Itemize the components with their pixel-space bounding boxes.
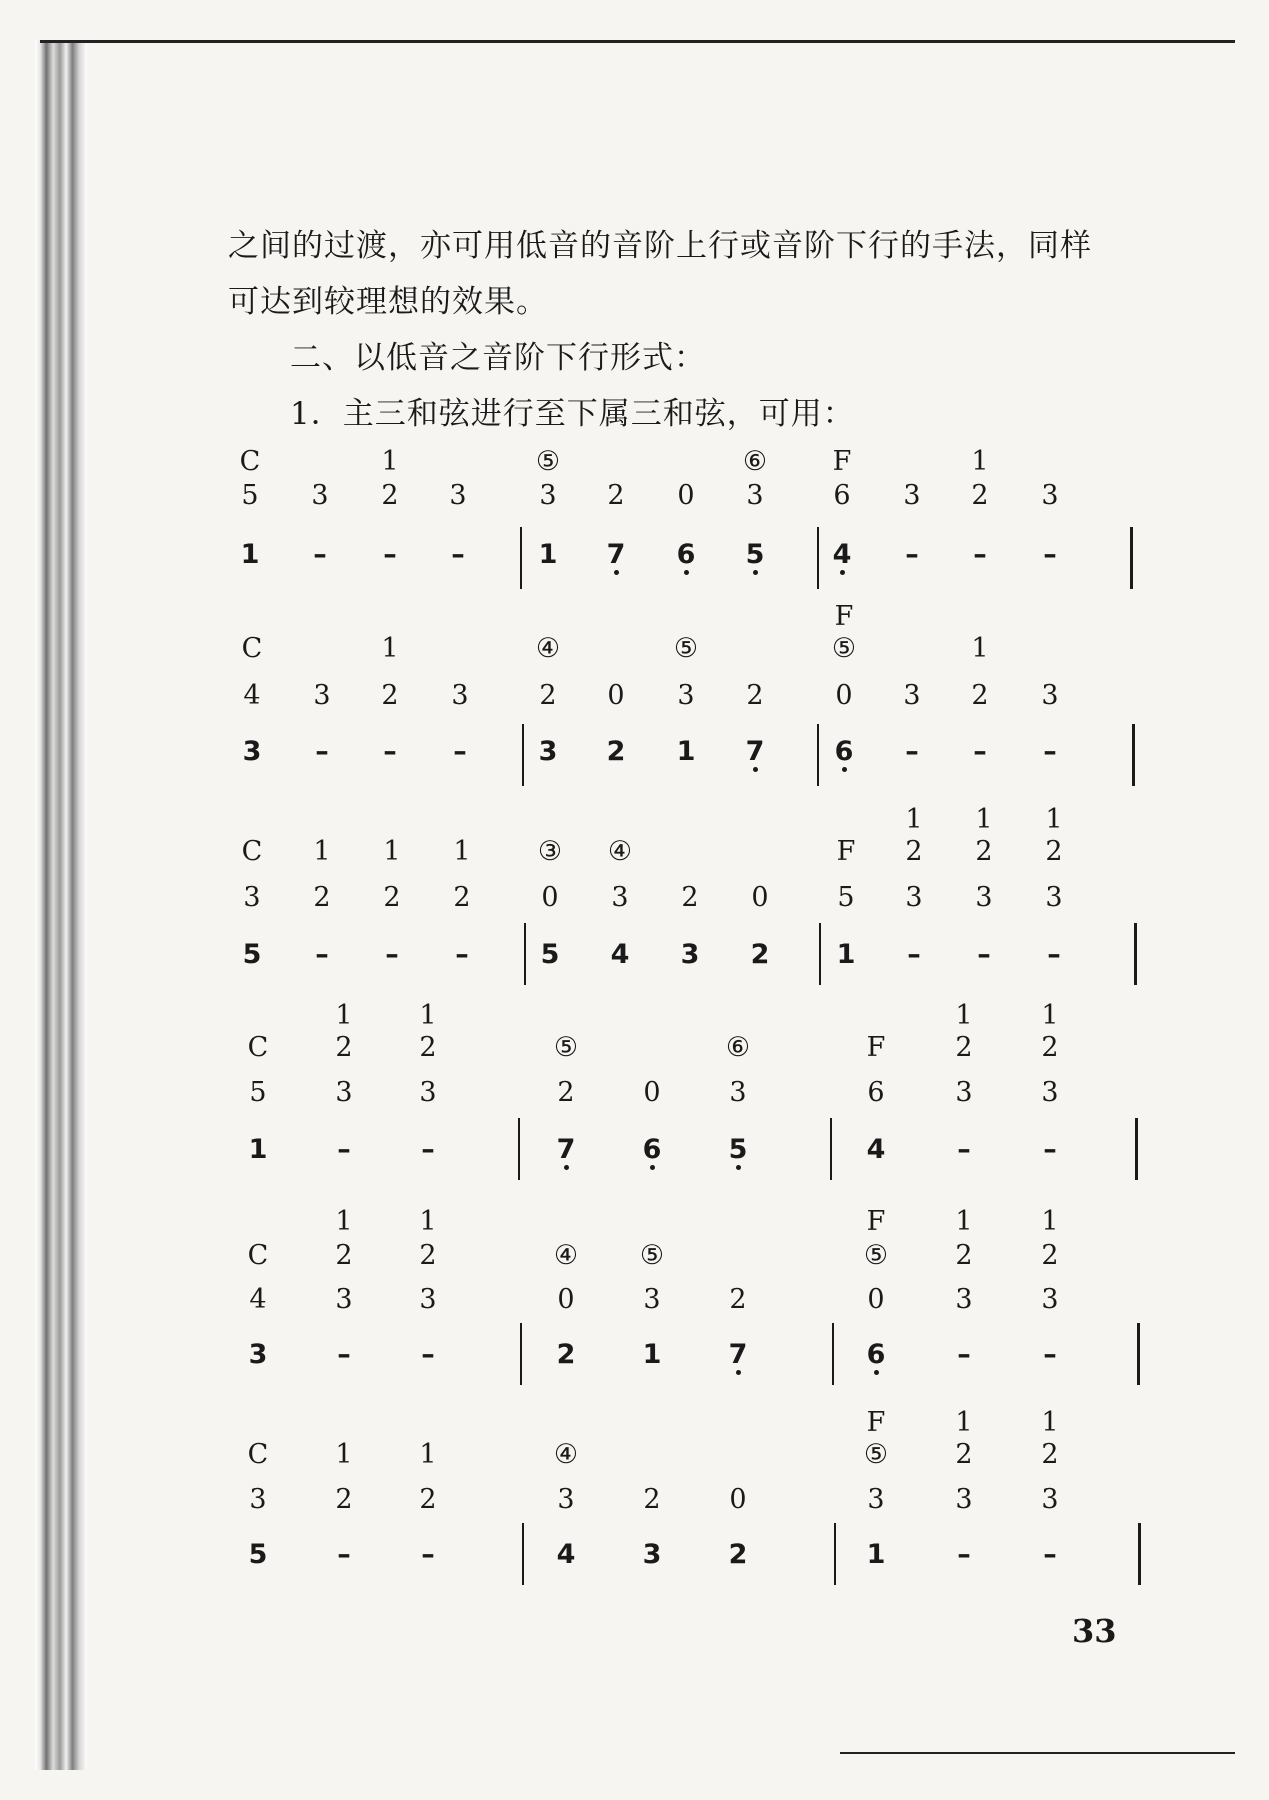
treble-note: 1: [453, 836, 471, 867]
treble-note: 2: [313, 882, 331, 913]
barline: [830, 1118, 832, 1180]
bass-note: 5: [248, 1539, 268, 1570]
treble-note: 1: [419, 1000, 437, 1031]
treble-note: ⑤: [863, 1240, 889, 1271]
bass-note: 7: [551, 1135, 581, 1165]
lower-octave-dot: [614, 570, 619, 575]
treble-note: ③: [537, 836, 563, 867]
treble-note: 3: [335, 1284, 353, 1315]
treble-note: 6: [833, 480, 851, 511]
bass-note: –: [315, 736, 329, 767]
end-barline: [1137, 1323, 1140, 1385]
treble-note: 1: [971, 633, 989, 664]
treble-note: 1: [381, 446, 399, 477]
treble-note: ④: [607, 836, 633, 867]
treble-note: 1: [1045, 804, 1063, 835]
bass-note: –: [385, 939, 399, 970]
bass-note: 6: [637, 1135, 667, 1165]
end-barline: [1130, 527, 1133, 589]
treble-note: 3: [611, 882, 629, 913]
treble-note: 3: [677, 680, 695, 711]
treble-note: 3: [451, 680, 469, 711]
bass-note: –: [383, 539, 397, 570]
barline: [518, 1118, 520, 1180]
treble-note: 3: [729, 1077, 747, 1108]
treble-note: F: [866, 1407, 886, 1438]
treble-note: 2: [539, 680, 557, 711]
treble-note: 1: [383, 836, 401, 867]
treble-note: 3: [955, 1284, 973, 1315]
treble-note: 2: [381, 480, 399, 511]
bass-note: –: [383, 736, 397, 767]
bass-note: –: [421, 1134, 435, 1165]
treble-note: 0: [541, 882, 559, 913]
treble-note: 4: [243, 680, 261, 711]
bass-note: –: [337, 1134, 351, 1165]
treble-note: 1: [1041, 1000, 1059, 1031]
treble-note: ⑥: [725, 1032, 751, 1063]
treble-note: 3: [313, 680, 331, 711]
bass-note: 2: [750, 939, 770, 970]
treble-note: 2: [746, 680, 764, 711]
treble-note: 2: [419, 1032, 437, 1063]
lower-octave-dot: [650, 1165, 655, 1170]
treble-note: 1: [955, 1000, 973, 1031]
treble-note: 2: [419, 1240, 437, 1271]
bass-note: 6: [861, 1340, 891, 1370]
treble-note: 2: [971, 680, 989, 711]
bass-note: 3: [248, 1339, 268, 1370]
barline: [522, 1523, 524, 1585]
treble-note: C: [241, 633, 263, 664]
bass-note: 1: [240, 539, 260, 570]
treble-note: 2: [1045, 836, 1063, 867]
lower-octave-dot: [840, 570, 845, 575]
treble-note: 2: [383, 882, 401, 913]
bass-note: 5: [540, 939, 560, 970]
treble-note: 3: [1041, 680, 1059, 711]
section-heading: 二、以低音之音阶下行形式：: [290, 340, 706, 376]
bass-note: –: [957, 1339, 971, 1370]
treble-note: 3: [419, 1077, 437, 1108]
bass-note: 5: [242, 939, 262, 970]
bass-note: 3: [538, 736, 558, 767]
end-barline: [1134, 923, 1137, 985]
bass-note: 1: [676, 736, 696, 767]
treble-note: 2: [335, 1240, 353, 1271]
barline: [520, 1323, 522, 1385]
bass-note: 1: [836, 939, 856, 970]
treble-note: 3: [955, 1077, 973, 1108]
treble-note: 0: [835, 680, 853, 711]
treble-note: 1: [335, 1439, 353, 1470]
treble-note: 2: [453, 882, 471, 913]
treble-note: ⑤: [831, 633, 857, 664]
treble-note: 3: [903, 480, 921, 511]
treble-note: 2: [955, 1240, 973, 1271]
treble-note: 5: [837, 882, 855, 913]
treble-note: 3: [975, 882, 993, 913]
bass-note: –: [1043, 736, 1057, 767]
treble-note: 5: [241, 480, 259, 511]
lower-octave-dot: [684, 570, 689, 575]
lower-octave-dot: [736, 1165, 741, 1170]
treble-note: 3: [1041, 480, 1059, 511]
treble-note: 1: [905, 804, 923, 835]
paragraph-line-2: 可达到较理想的效果。: [228, 284, 548, 320]
treble-note: F: [836, 836, 856, 867]
treble-note: ⑥: [742, 446, 768, 477]
treble-note: 2: [1041, 1439, 1059, 1470]
treble-note: C: [247, 1240, 269, 1271]
treble-note: 2: [971, 480, 989, 511]
bass-note: 7: [740, 737, 770, 767]
treble-note: 2: [643, 1484, 661, 1515]
barline: [817, 724, 819, 786]
treble-note: C: [239, 446, 261, 477]
treble-note: 3: [746, 480, 764, 511]
treble-note: 2: [419, 1484, 437, 1515]
bass-note: –: [313, 539, 327, 570]
bass-note: –: [451, 539, 465, 570]
bass-note: 3: [642, 1539, 662, 1570]
treble-note: 3: [539, 480, 557, 511]
bass-note: 7: [601, 540, 631, 570]
bass-note: 4: [866, 1134, 886, 1165]
bass-note: –: [957, 1134, 971, 1165]
barline: [832, 1323, 834, 1385]
treble-note: 2: [729, 1284, 747, 1315]
bass-note: 1: [538, 539, 558, 570]
treble-note: ⑤: [553, 1032, 579, 1063]
bass-note: 6: [671, 540, 701, 570]
page-number: 33: [1072, 1612, 1117, 1650]
treble-note: 3: [311, 480, 329, 511]
barline: [522, 724, 524, 786]
treble-note: 0: [557, 1284, 575, 1315]
list-item-1: 1．主三和弦进行至下属三和弦，可用：: [290, 396, 855, 432]
treble-note: 1: [1041, 1407, 1059, 1438]
treble-note: 3: [905, 882, 923, 913]
bass-note: –: [1043, 1339, 1057, 1370]
bass-note: 5: [723, 1135, 753, 1165]
bass-note: –: [907, 939, 921, 970]
lower-octave-dot: [842, 767, 847, 772]
bass-note: –: [905, 539, 919, 570]
treble-note: 3: [243, 882, 261, 913]
bass-note: –: [337, 1339, 351, 1370]
bass-note: 3: [680, 939, 700, 970]
treble-note: 3: [1041, 1284, 1059, 1315]
treble-note: 3: [249, 1484, 267, 1515]
treble-note: 2: [955, 1032, 973, 1063]
end-barline: [1132, 724, 1135, 786]
treble-note: 1: [419, 1439, 437, 1470]
treble-note: 1: [335, 1000, 353, 1031]
treble-note: 3: [1041, 1077, 1059, 1108]
bass-note: 2: [556, 1339, 576, 1370]
treble-note: 2: [607, 480, 625, 511]
treble-note: 0: [867, 1284, 885, 1315]
bass-note: 6: [829, 737, 859, 767]
bass-note: –: [315, 939, 329, 970]
treble-note: 2: [975, 836, 993, 867]
treble-note: C: [241, 836, 263, 867]
treble-note: 2: [335, 1484, 353, 1515]
treble-note: 3: [955, 1484, 973, 1515]
bass-note: –: [421, 1539, 435, 1570]
treble-note: F: [834, 601, 854, 632]
bass-note: 4: [610, 939, 630, 970]
treble-note: 3: [557, 1484, 575, 1515]
treble-note: 2: [557, 1077, 575, 1108]
treble-note: 1: [381, 633, 399, 664]
lower-octave-dot: [753, 767, 758, 772]
treble-note: 3: [643, 1284, 661, 1315]
treble-note: 0: [643, 1077, 661, 1108]
bass-note: 1: [248, 1134, 268, 1165]
treble-note: 6: [867, 1077, 885, 1108]
treble-note: 1: [313, 836, 331, 867]
bass-note: –: [455, 939, 469, 970]
lower-octave-dot: [564, 1165, 569, 1170]
bass-note: –: [905, 736, 919, 767]
treble-note: 2: [1041, 1032, 1059, 1063]
treble-note: 0: [677, 480, 695, 511]
treble-note: 2: [1041, 1240, 1059, 1271]
treble-note: 1: [955, 1206, 973, 1237]
bass-note: –: [973, 539, 987, 570]
treble-note: 1: [971, 446, 989, 477]
treble-note: 0: [607, 680, 625, 711]
treble-note: 1: [335, 1206, 353, 1237]
treble-note: 5: [249, 1077, 267, 1108]
treble-note: 4: [249, 1284, 267, 1315]
treble-note: 3: [419, 1284, 437, 1315]
bass-note: –: [1043, 1539, 1057, 1570]
treble-note: 2: [681, 882, 699, 913]
end-barline: [1135, 1118, 1138, 1180]
treble-note: 1: [1041, 1206, 1059, 1237]
treble-note: C: [247, 1032, 269, 1063]
treble-note: F: [866, 1032, 886, 1063]
treble-note: 2: [955, 1439, 973, 1470]
treble-note: 3: [335, 1077, 353, 1108]
bass-note: –: [421, 1339, 435, 1370]
bass-note: 1: [642, 1339, 662, 1370]
treble-note: C: [247, 1439, 269, 1470]
bass-note: –: [973, 736, 987, 767]
paragraph-line-1: 之间的过渡，亦可用低音的音阶上行或音阶下行的手法，同样: [228, 228, 1092, 264]
treble-note: ⑤: [673, 633, 699, 664]
treble-note: 0: [751, 882, 769, 913]
bass-note: 1: [866, 1539, 886, 1570]
treble-note: 3: [449, 480, 467, 511]
bass-note: –: [957, 1539, 971, 1570]
treble-note: 0: [729, 1484, 747, 1515]
treble-note: F: [832, 446, 852, 477]
treble-note: ④: [535, 633, 561, 664]
barline: [524, 923, 526, 985]
lower-octave-dot: [736, 1370, 741, 1375]
bass-note: –: [337, 1539, 351, 1570]
bass-note: –: [1043, 1134, 1057, 1165]
treble-note: F: [866, 1206, 886, 1237]
barline: [520, 527, 522, 589]
treble-note: ⑤: [535, 446, 561, 477]
treble-note: 2: [335, 1032, 353, 1063]
treble-note: 3: [903, 680, 921, 711]
bass-note: –: [1047, 939, 1061, 970]
bass-note: –: [977, 939, 991, 970]
barline: [819, 923, 821, 985]
end-barline: [1138, 1523, 1141, 1585]
bass-note: 4: [556, 1539, 576, 1570]
treble-note: 1: [955, 1407, 973, 1438]
lower-octave-dot: [753, 570, 758, 575]
treble-note: 2: [381, 680, 399, 711]
bass-note: 5: [740, 540, 770, 570]
barline: [834, 1523, 836, 1585]
treble-note: 2: [905, 836, 923, 867]
treble-note: 1: [419, 1206, 437, 1237]
bass-note: 7: [723, 1340, 753, 1370]
lower-octave-dot: [874, 1370, 879, 1375]
treble-note: ⑤: [863, 1439, 889, 1470]
treble-note: 3: [1045, 882, 1063, 913]
treble-note: 3: [1041, 1484, 1059, 1515]
treble-note: ④: [553, 1439, 579, 1470]
bass-note: 2: [728, 1539, 748, 1570]
bass-note: –: [1043, 539, 1057, 570]
treble-note: ④: [553, 1240, 579, 1271]
bass-note: 4: [827, 540, 857, 570]
treble-note: ⑤: [639, 1240, 665, 1271]
treble-note: 3: [867, 1484, 885, 1515]
bass-note: 3: [242, 736, 262, 767]
bass-note: 2: [606, 736, 626, 767]
treble-note: 1: [975, 804, 993, 835]
barline: [817, 527, 819, 589]
bass-note: –: [453, 736, 467, 767]
